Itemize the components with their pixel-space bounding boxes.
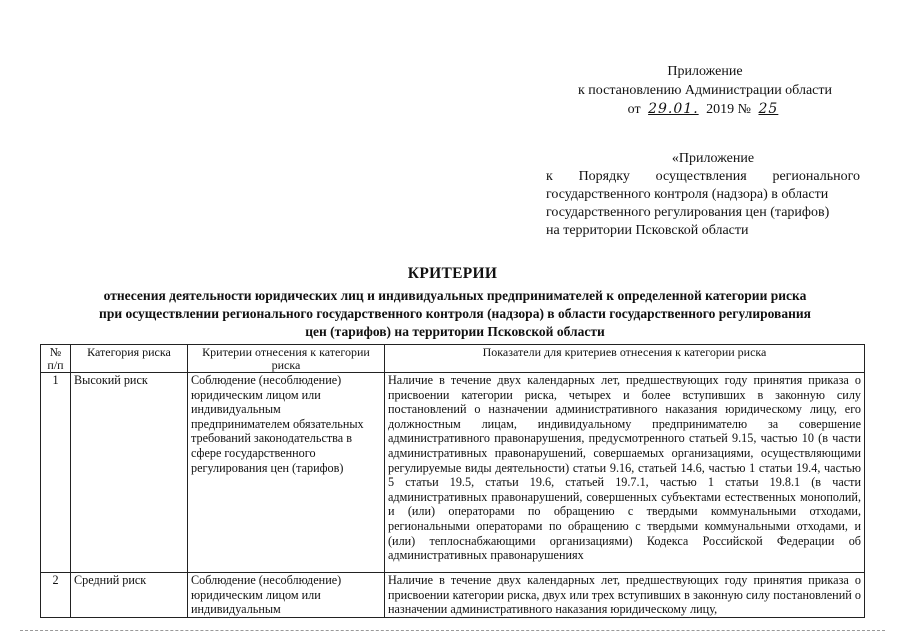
table-row bbox=[41, 573, 865, 618]
handwritten-number: 25 bbox=[758, 101, 779, 117]
header-criteria: Критерии отнесения к категории риска bbox=[188, 345, 385, 373]
appendix-header bbox=[560, 62, 850, 119]
criteria-table bbox=[40, 344, 865, 618]
row-num: 1 bbox=[41, 373, 71, 573]
subtitle-line: при осуществлении регионального государственного контроля (надзора) в области государственного регулирования bbox=[99, 306, 811, 321]
date-prefix: от bbox=[627, 102, 641, 117]
row-criteria: Соблюдение (несоблюдение) юридическим лицом или индивидуальным предпринимателем обязательных требований законодательства в сфере государственного регулирования цен (тарифов) bbox=[188, 373, 385, 573]
order-appendix-line3: государственного регулирования цен (тарифов) bbox=[546, 205, 830, 220]
appendix-title: Приложение bbox=[667, 64, 743, 79]
header-num: № п/п bbox=[41, 345, 71, 373]
row-category: Средний риск bbox=[71, 573, 188, 618]
row-criteria: Соблюдение (несоблюдение) юридическим лицом или индивидуальным bbox=[188, 573, 385, 618]
table-row bbox=[41, 373, 865, 573]
order-word: регионального bbox=[772, 169, 860, 184]
subtitle-line: отнесения деятельности юридических лиц и индивидуальных предпринимателей к определенной категории риска bbox=[103, 288, 807, 303]
order-appendix-header bbox=[546, 150, 860, 240]
row-indicators: Наличие в течение двух календарных лет, предшествующих году принятия приказа о присвоении категории риска, двух или трех вступивших в законную силу постановлений о назначении административного наказания юридическому лицу, bbox=[385, 573, 865, 618]
document-title: КРИТЕРИИ bbox=[407, 265, 498, 282]
appendix-resolution-line: к постановлению Администрации области bbox=[578, 83, 832, 98]
year-text: 2019 № bbox=[706, 102, 751, 117]
subtitle-line: цен (тарифов) на территории Псковской области bbox=[305, 324, 605, 339]
order-appendix-line2: государственного контроля (надзора) в области bbox=[546, 187, 829, 202]
appendix-date-line bbox=[560, 100, 850, 119]
order-word: к bbox=[546, 169, 553, 184]
order-word: осуществления bbox=[655, 169, 747, 184]
header-category: Категория риска bbox=[71, 345, 188, 373]
row-num: 2 bbox=[41, 573, 71, 618]
row-indicators: Наличие в течение двух календарных лет, предшествующих году принятия приказа о присвоении категории риска, четырех и более вступивших в законную силу постановлений о назначении административного наказания юридическому лицу, его должностным лицам, индивидуальному предпринимателю за совершение административного правонарушения, предусмотренного статьей 9.15, частью 10 (в части административных правонарушений, совершаемых организациями, осуществляющими регулируемые виды деятельности) статьи 9.16, статьей 14.6, частью 1 статьи 19.4, частью 5 статьи 19.5, статьи 19.6, статьей 19.7.1, частью 1 статьи 19.8.1 (в части административных правонарушений, совершенных субъектами естественных монополий, и (или) операторами по обращению с твердыми коммунальными отходами, региональными операторами по обращению с твердыми коммунальными отходами, и (или) теплоснабжающими организациями) Кодекса Российской Федерации об административных правонарушениях bbox=[385, 373, 865, 573]
table-header-row bbox=[41, 345, 865, 373]
order-appendix-title: «Приложение bbox=[671, 151, 755, 166]
header-indicators: Показатели для критериев отнесения к категории риска bbox=[385, 345, 865, 373]
row-category: Высокий риск bbox=[71, 373, 188, 573]
order-word: Порядку bbox=[578, 169, 630, 184]
handwritten-date: 29.01. bbox=[648, 101, 699, 117]
document-subtitle bbox=[40, 287, 870, 341]
order-appendix-line4: на территории Псковской области bbox=[546, 223, 749, 238]
order-appendix-line1 bbox=[546, 168, 860, 186]
page-bottom-divider bbox=[20, 630, 885, 631]
